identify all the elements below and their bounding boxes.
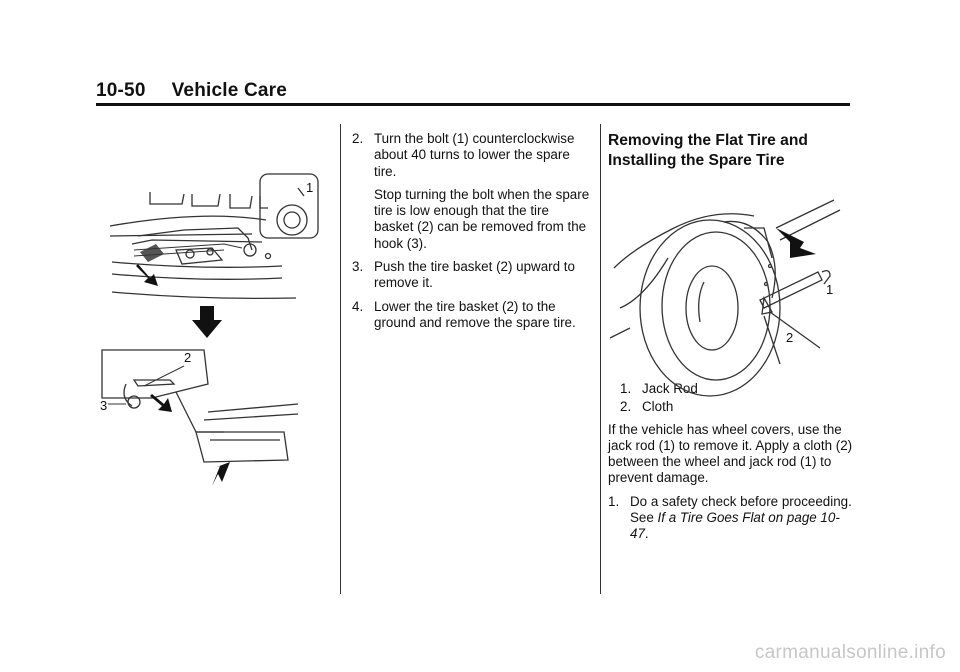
middle-column xyxy=(352,131,592,338)
safety-step-text: Do a safety check before proceeding. See xyxy=(630,493,852,526)
watermark: carmanualsonline.info xyxy=(754,642,946,663)
header-rule xyxy=(96,103,850,106)
step-2-number: 2. xyxy=(352,131,364,146)
step-3-number: 3. xyxy=(352,259,364,275)
wheel-cover-paragraph: If the vehicle has wheel covers, use the jack rod (1) to remove it. Apply a cloth (2) between the wheel and jack rod (1) to prevent damage. xyxy=(608,421,853,486)
legend-number: 2. xyxy=(620,399,632,415)
step-2-text: Turn the bolt (1) counterclockwise about 40 turns to lower the spare tire. xyxy=(374,131,575,179)
safety-step-end: . xyxy=(644,526,649,542)
spare-tire-lowering-illustration xyxy=(92,170,314,490)
step-3 xyxy=(352,259,592,292)
safety-step-1 xyxy=(608,494,856,543)
column-divider-right xyxy=(600,124,601,594)
step-2-note: Stop turning the bolt when the spare tire is low enough that the tire basket (2) can be removed from the hook (3). xyxy=(374,186,590,251)
callout-2: 2 xyxy=(184,350,192,365)
section-title: Vehicle Care xyxy=(171,80,288,101)
step-4-text: Lower the tire basket (2) to the ground and remove the spare tire. xyxy=(374,298,576,330)
page-number: 10-50 xyxy=(96,80,146,101)
callout-1: 1 xyxy=(306,180,314,195)
step-3-text: Push the tire basket (2) upward to remove it. xyxy=(374,259,575,291)
step-4 xyxy=(352,299,592,332)
cross-reference-link[interactable]: If a Tire Goes Flat on page 10-47 xyxy=(630,510,840,542)
step-2 xyxy=(352,131,592,180)
legend-number: 1. xyxy=(620,381,632,396)
wheel-cover-removal-illustration xyxy=(604,188,848,378)
section-heading: Removing the Flat Tire and Installing the Spare Tire xyxy=(608,132,808,169)
legend-label: Cloth xyxy=(642,399,674,415)
column-divider-left xyxy=(340,124,341,594)
callout-2: 2 xyxy=(786,330,794,345)
callout-3: 3 xyxy=(100,398,108,413)
legend-label: Jack Rod xyxy=(642,381,698,396)
figure-legend xyxy=(620,381,856,416)
safety-step-number: 1. xyxy=(608,493,620,509)
step-4-number: 4. xyxy=(352,298,364,314)
legend-item-cloth xyxy=(620,399,856,415)
callout-1: 1 xyxy=(826,282,834,297)
page-header xyxy=(96,80,287,102)
